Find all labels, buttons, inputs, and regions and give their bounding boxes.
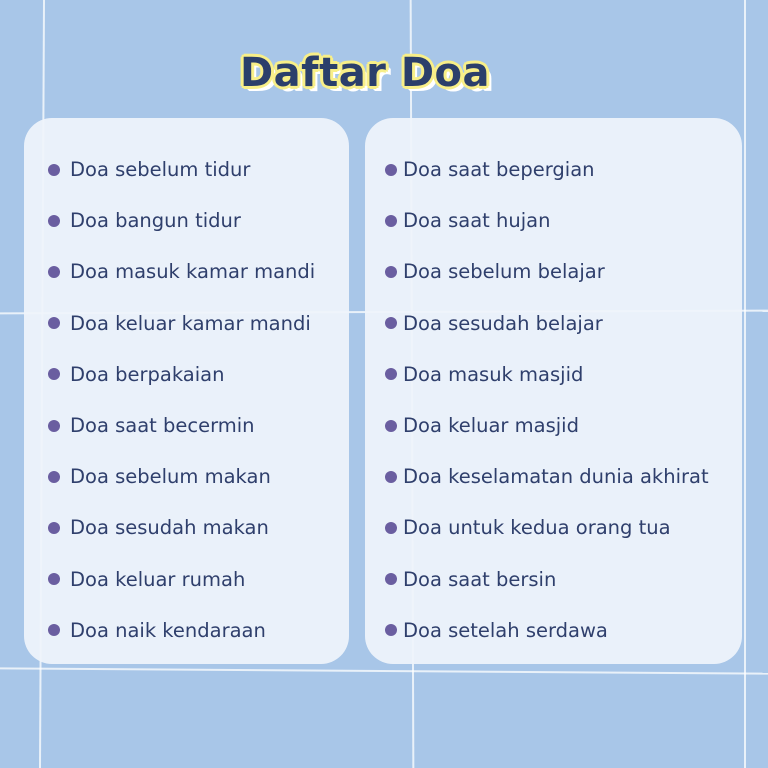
bullet-icon — [48, 266, 60, 278]
list-item — [48, 400, 349, 451]
bullet-icon — [385, 215, 397, 227]
bullet-icon — [385, 471, 397, 483]
list-item-label: Doa bangun tidur — [70, 209, 241, 233]
list-item — [48, 502, 349, 553]
list-item-label: Doa sesudah makan — [70, 516, 269, 540]
prayer-list-left — [24, 118, 349, 656]
list-item — [385, 298, 742, 349]
list-item-label: Doa berpakaian — [70, 362, 225, 386]
list-item — [385, 451, 742, 502]
bullet-icon — [385, 573, 397, 585]
list-item-label: Doa masuk kamar mandi — [70, 260, 316, 284]
list-item-label: Doa keluar kamar mandi — [70, 311, 311, 335]
list-item — [385, 554, 742, 605]
list-item — [48, 298, 349, 349]
bullet-icon — [385, 317, 397, 329]
list-item — [385, 144, 742, 195]
list-item — [48, 195, 349, 246]
list-item — [385, 605, 742, 656]
bullet-icon — [48, 420, 60, 432]
list-item — [48, 349, 349, 400]
list-item-label: Doa keluar masjid — [403, 414, 579, 438]
bullet-icon — [48, 164, 60, 176]
list-item — [385, 349, 742, 400]
list-item-label: Doa keselamatan dunia akhirat — [403, 465, 709, 489]
list-item — [48, 144, 349, 195]
list-item — [385, 195, 742, 246]
left-list-card — [24, 118, 349, 664]
bullet-icon — [385, 164, 397, 176]
list-item — [48, 451, 349, 502]
paper-crease-vertical — [744, 0, 746, 768]
paper-crease-horizontal — [0, 667, 768, 674]
bullet-icon — [48, 471, 60, 483]
bullet-icon — [48, 522, 60, 534]
list-item-label: Doa saat bersin — [403, 567, 557, 591]
bullet-icon — [385, 368, 397, 380]
list-item-label: Doa sesudah belajar — [403, 311, 603, 335]
prayer-list-right — [365, 118, 742, 656]
bullet-icon — [48, 573, 60, 585]
list-item-label: Doa sebelum makan — [70, 465, 271, 489]
list-item — [48, 246, 349, 297]
list-item-label: Doa masuk masjid — [403, 362, 584, 386]
bullet-icon — [48, 368, 60, 380]
bullet-icon — [48, 215, 60, 227]
list-item — [385, 502, 742, 553]
list-item — [385, 246, 742, 297]
list-item — [48, 554, 349, 605]
bullet-icon — [385, 420, 397, 432]
list-item-label: Doa saat becermin — [70, 414, 255, 438]
list-item-label: Doa sebelum tidur — [70, 158, 251, 182]
page-title: Daftar Doa — [239, 50, 491, 96]
bullet-icon — [48, 624, 60, 636]
list-item-label: Doa saat bepergian — [403, 158, 595, 182]
list-item-label: Doa untuk kedua orang tua — [403, 516, 671, 540]
list-item — [48, 605, 349, 656]
list-item-label: Doa saat hujan — [403, 209, 551, 233]
list-item-label: Doa sebelum belajar — [403, 260, 605, 284]
bullet-icon — [385, 624, 397, 636]
bullet-icon — [48, 317, 60, 329]
bullet-icon — [385, 266, 397, 278]
bullet-icon — [385, 522, 397, 534]
list-item-label: Doa setelah serdawa — [403, 618, 608, 642]
list-item-label: Doa keluar rumah — [70, 567, 246, 591]
list-item-label: Doa naik kendaraan — [70, 618, 266, 642]
right-list-card — [365, 118, 742, 664]
list-item — [385, 400, 742, 451]
